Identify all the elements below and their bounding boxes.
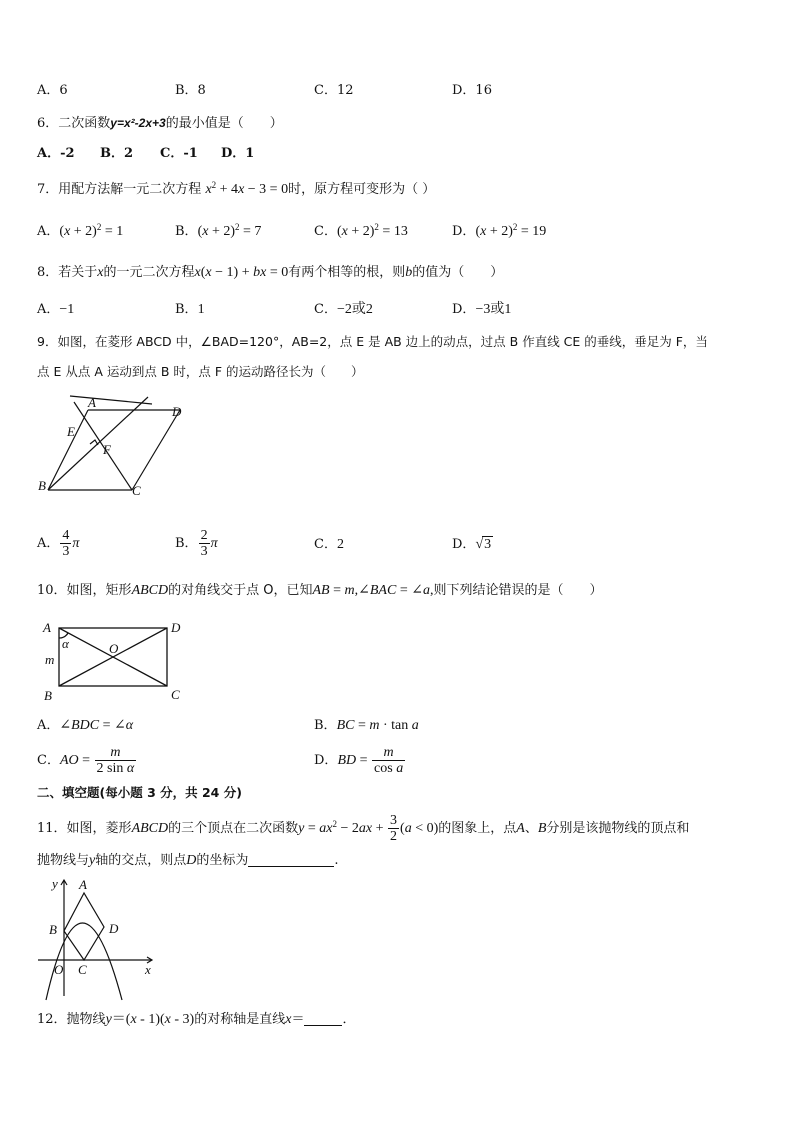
q5-option-c: C．12 <box>314 83 354 98</box>
q10-label-m: m <box>45 652 55 667</box>
q9-stem-line1: 9．如图，在菱形 ABCD 中，∠BAD=120°，AB=2，点 E 是 AB 边上的动点，过点 B 作直线 CE 的垂线，垂足为 F，当 <box>37 334 708 349</box>
q10-label-b: B <box>44 688 52 703</box>
q6-option-c: C．-1 <box>160 146 198 161</box>
q11-answer-blank[interactable] <box>248 852 334 867</box>
q6-option-b: B．2 <box>100 146 134 161</box>
q9-option-d: D．√3 <box>452 537 492 552</box>
q9-side-cd <box>132 410 180 490</box>
q6-option-a: A．-2 <box>37 146 75 161</box>
q6-option-d: D．1 <box>221 146 255 161</box>
q10-option-d: D．BD = $\frac{m}{\text{cos a}}$ <box>314 745 404 776</box>
q9-label-f: F <box>103 442 111 457</box>
q10-label-alpha: α <box>62 636 69 651</box>
q11-label-a: A <box>79 877 87 892</box>
q7-equation: $x^2 + 4x - 3 = 0$ <box>205 180 289 197</box>
q7-option-c: C．$(x + 2)^2 = 13$ <box>314 222 408 239</box>
q11-label-y: y <box>52 876 58 891</box>
q9-option-c: C．2 <box>314 537 344 552</box>
q8-equation: x(x − 1) + bx = 0 <box>194 265 289 280</box>
q11-label-d: D <box>109 921 119 936</box>
q11-label-b: B <box>49 922 57 937</box>
q7-option-a: A．$(x + 2)^2 = 1$ <box>37 222 124 239</box>
q10-option-b: B．BC = m · tan a <box>314 718 419 733</box>
q8-option-b: B．1 <box>175 302 205 317</box>
q11-label-x: x <box>145 962 151 977</box>
q5-option-d: D．16 <box>452 83 492 98</box>
q12-stem: 12．抛物线y＝(x - 1)(x - 3)的对称轴是直线x＝ ． <box>37 1012 356 1027</box>
q5-option-a: A．6 <box>37 83 68 98</box>
q10-stem: 10．如图，矩形ABCD的对角线交于点 O，已知AB = m,∠BAC = ∠a,则下列结论错误的是（ ） <box>37 583 603 598</box>
q8-option-a: A．−1 <box>37 302 75 317</box>
q8-option-c: C．−2或2 <box>314 302 373 317</box>
q7-option-b: B．$(x + 2)^2 = 7$ <box>175 222 262 239</box>
q10-label-o: O <box>109 641 119 656</box>
q10-option-a: A．∠BDC = ∠α <box>37 718 134 733</box>
q9-label-a: A <box>88 395 96 410</box>
q10-rectangle-figure <box>38 616 188 704</box>
q10-label-a: A <box>43 620 51 635</box>
q7-option-d: D．$(x + 2)^2 = 19$ <box>452 222 547 239</box>
q9-label-b: B <box>38 478 46 493</box>
q9-stem-line2: 点 E 从点 A 运动到点 B 时，点 F 的运动路径长为（ ） <box>37 364 364 379</box>
q9-label-c: C <box>132 483 141 498</box>
q9-label-e: E <box>67 424 75 439</box>
q9-option-a: A． $\frac{4}{3}$ π <box>37 528 80 559</box>
q7-stem: 7．用配方法解一元二次方程 $x^2 + 4x - 3 = 0$时，原方程可变形为（ ） <box>37 180 436 197</box>
q10-label-c: C <box>171 687 180 702</box>
q11-rhombus <box>64 893 104 960</box>
q11-stem-line1: 11．如图，菱形ABCD的三个顶点在二次函数$y = ax^2 - 2ax$ + $\frac{3}{2}$ (a < 0)的图象上，点A、B分别是该抛物线的顶点和 <box>37 813 690 844</box>
q9-top-extension <box>70 396 152 404</box>
q11-label-c: C <box>78 962 87 977</box>
q6-function: y=x²-2x+3 <box>110 116 166 130</box>
q8-option-d: D．−3或1 <box>452 302 512 317</box>
q9-side-ab <box>48 410 88 490</box>
q12-answer-blank[interactable] <box>304 1011 342 1026</box>
q11-label-o: O <box>54 962 64 977</box>
q11-parabola-figure <box>36 876 160 1002</box>
q9-label-d: D <box>172 404 182 419</box>
q8-stem: 8．若关于x的一元二次方程x(x − 1) + bx = 0有两个相等的根，则b的值为（ ） <box>37 265 504 280</box>
q6-stem: 6．二次函数y=x²-2x+3的最小值是（ ） <box>37 116 283 131</box>
q9-perpendicular-bf <box>48 397 148 490</box>
q10-option-c: C．AO = $\frac{m}{\text{2 sin α}}$ <box>37 745 135 776</box>
section-2-title: 二、填空题(每小题 3 分，共 24 分) <box>37 785 242 800</box>
q9-option-b: B． $\frac{2}{3}$ π <box>175 528 218 559</box>
q9-rhombus-figure <box>30 392 200 504</box>
q5-option-b: B．8 <box>175 83 206 98</box>
q10-label-d: D <box>171 620 181 635</box>
q11-stem-line2: 抛物线与y轴的交点，则点D的坐标为 . <box>37 853 339 868</box>
